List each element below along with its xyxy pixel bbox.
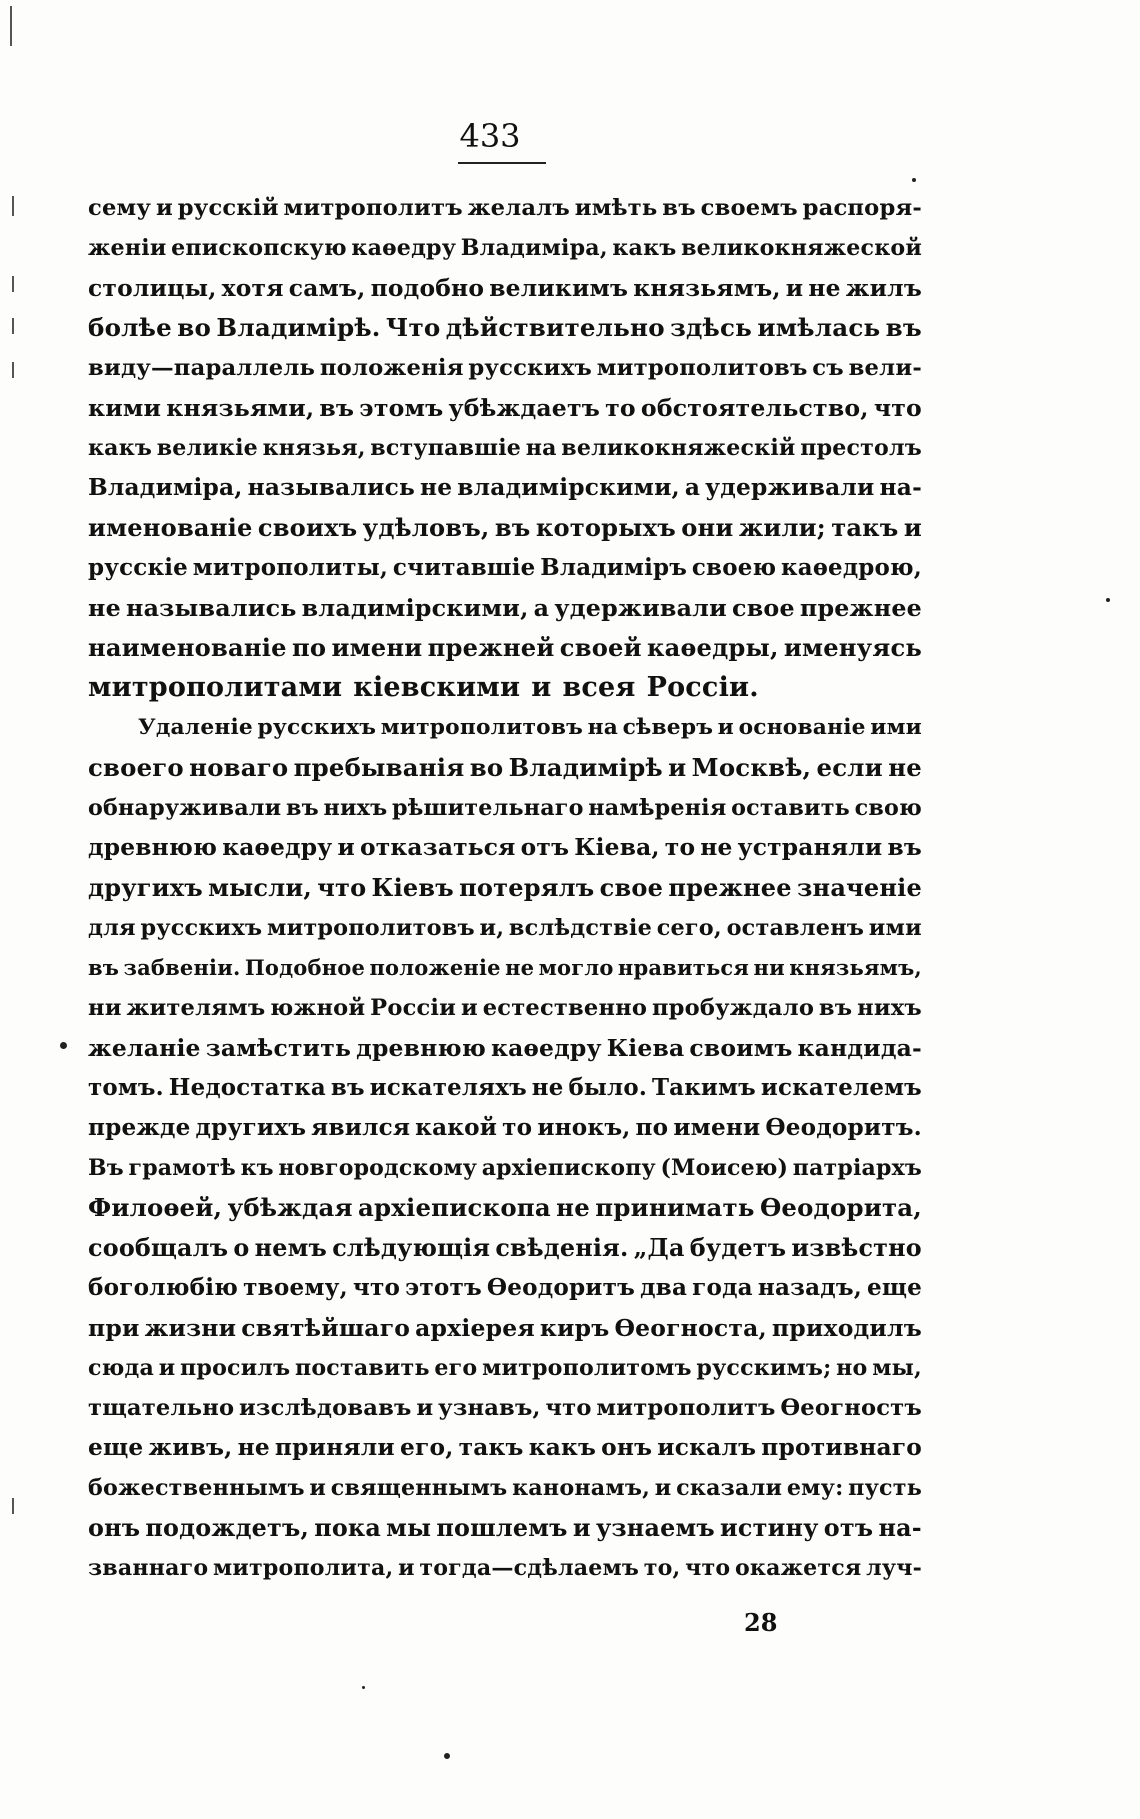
text-line: виду—параллель положенія русскихъ митрополитовъ съ вели- [88, 355, 922, 381]
scan-speck [60, 1042, 67, 1049]
scan-edge-mark [12, 318, 14, 334]
text-line: наименованіе по имени прежней своей каѳедры, именуясь [88, 633, 922, 662]
scan-edge-mark [12, 196, 14, 216]
text-line: древнюю каѳедру и отказаться отъ Кіева, то не устраняли въ [88, 834, 922, 861]
signature-mark: 28 [744, 1608, 778, 1637]
text-line: митрополитами кіевскими и всея Россіи. [88, 672, 759, 703]
text-line: томъ. Недостатка въ искателяхъ не было. Такимъ искателемъ [88, 1075, 922, 1101]
text-line: кими князьями, въ этомъ убѣждаетъ то обстоятельство, что [88, 394, 922, 422]
text-line: какъ великіе князья, вступавшіе на великокняжескій престолъ [88, 435, 922, 461]
text-line: желаніе замѣстить древнюю каѳедру Кіева своимъ кандида- [88, 1034, 922, 1062]
body-text [88, 188, 922, 1588]
text-line: обнаруживали въ нихъ рѣшительнаго намѣренія оставить свою [88, 795, 922, 821]
scan-edge-mark [12, 1498, 14, 1514]
text-line: своего новаго пребыванія во Владимірѣ и Москвѣ, если не [88, 753, 922, 782]
text-line: для русскихъ митрополитовъ и, вслѣдствіе сего, оставленъ ими [88, 915, 922, 941]
text-line: болѣе во Владимірѣ. Что дѣйствительно здѣсь имѣлась въ [88, 313, 922, 342]
text-line: именованіе своихъ удѣловъ, въ которыхъ они жили; такъ и [88, 513, 922, 542]
text-line: столицы, хотя самъ, подобно великимъ князьямъ, и не жилъ [88, 274, 922, 302]
scan-speck [362, 1686, 365, 1689]
text-line: боголюбію твоему, что этотъ Ѳеодоритъ два года назадъ, еще [88, 1274, 922, 1301]
text-line: другихъ мысли, что Кіевъ потерялъ свое прежнее значеніе [88, 873, 922, 902]
text-line: Удаленіе русскихъ митрополитовъ на сѣверъ и основаніе ими [138, 715, 922, 740]
text-line: женіи епископскую каѳедру Владиміра, какъ великокняжеской [88, 235, 922, 261]
text-line: въ забвеніи. Подобное положеніе не могло нравиться ни князьямъ, [88, 955, 922, 980]
scan-edge-mark [12, 276, 14, 292]
scan-edge-mark [10, 6, 12, 46]
text-line: еще живъ, не приняли его, такъ какъ онъ искалъ противнаго [88, 1434, 922, 1461]
scan-speck [444, 1753, 450, 1759]
text-line: Въ грамотѣ къ новгородскому архіепископу (Моисею) патріархъ [88, 1155, 922, 1181]
text-line: божественнымъ и священнымъ канонамъ, и сказали ему: пусть [88, 1475, 922, 1501]
text-line: Филоѳей, убѣждая архіепископа не принимать Ѳеодорита, [88, 1193, 922, 1222]
text-line: при жизни святѣйшаго архіерея киръ Ѳеогноста, приходилъ [88, 1314, 922, 1342]
text-line: прежде другихъ явился какой то инокъ, по имени Ѳеодоритъ. [88, 1114, 922, 1141]
text-line: русскіе митрополиты, считавшіе Владиміръ своею каѳедрою, [88, 554, 922, 581]
text-line: онъ подождетъ, пока мы пошлемъ и узнаемъ истину отъ на- [88, 1514, 922, 1542]
text-line: Владиміра, назывались не владимірскими, а удерживали на- [88, 474, 922, 501]
page-number: 433 [459, 117, 521, 155]
scan-edge-mark [12, 362, 14, 378]
text-line: сему и русскій митрополитъ желалъ имѣть въ своемъ распоря- [88, 195, 922, 221]
text-line: не назывались владимірскими, а удерживали свое прежнее [88, 594, 922, 622]
text-line: сообщалъ о немъ слѣдующія свѣденія. „Да будетъ извѣстно [88, 1234, 922, 1262]
text-line: званнаго митрополита, и тогда—сдѣлаемъ то, что окажется луч- [88, 1555, 922, 1581]
scan-speck [912, 178, 916, 182]
text-line: сюда и просилъ поставить его митрополитомъ русскимъ; но мы, [88, 1355, 922, 1381]
scan-speck [1106, 598, 1110, 602]
text-line: ни жителямъ южной Россіи и естественно пробуждало въ нихъ [88, 995, 922, 1021]
page-number-rule [458, 162, 546, 164]
text-line: тщательно изслѣдовавъ и узнавъ, что митрополитъ Ѳеогностъ [88, 1395, 922, 1421]
